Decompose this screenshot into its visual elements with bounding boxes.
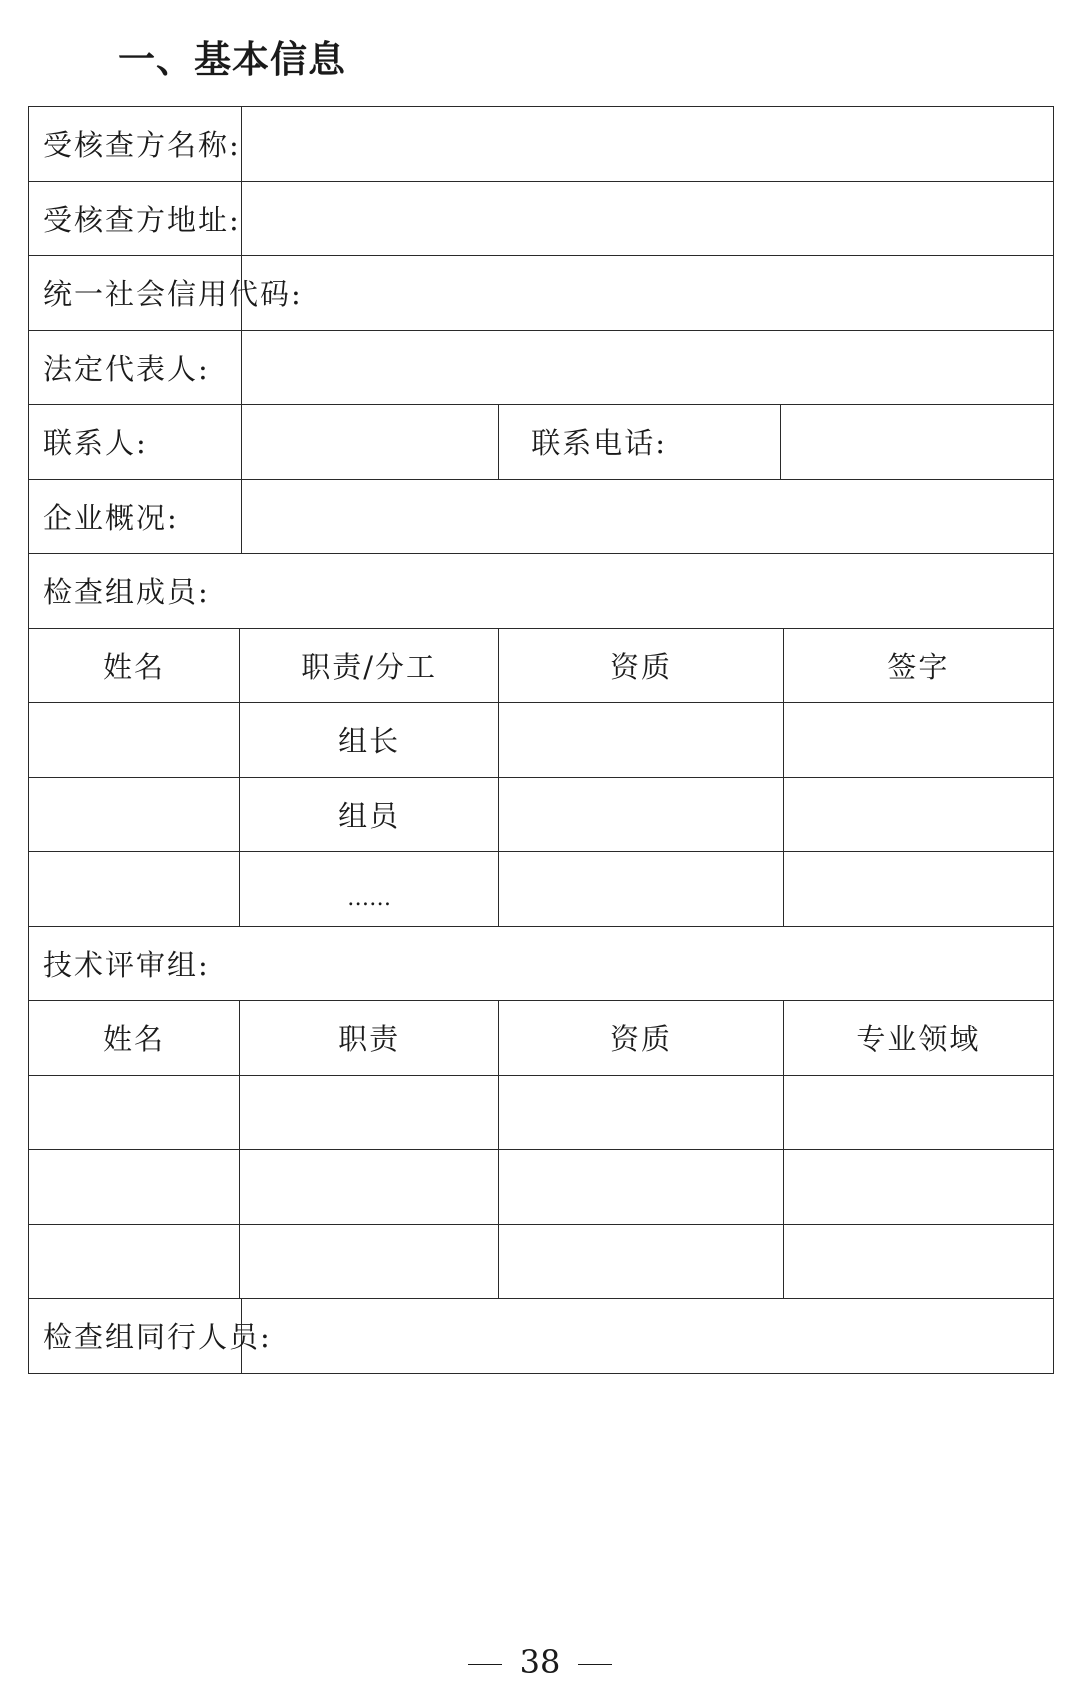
- technical-review-role-field[interactable]: [240, 1150, 499, 1225]
- inspection-team-qualification-field[interactable]: [499, 777, 784, 852]
- section-title: 一、基本信息: [118, 38, 346, 81]
- inspection-team-name-field[interactable]: [29, 852, 240, 927]
- technical-review-header-name: 姓名: [29, 1001, 240, 1076]
- inspection-team-role: 组员: [240, 777, 499, 852]
- row-legal-representative: [29, 330, 1054, 405]
- contact-person-field[interactable]: [242, 405, 499, 480]
- technical-review-header-role: 职责: [240, 1001, 499, 1076]
- technical-review-title: 技术评审组:: [29, 926, 1054, 1001]
- inspection-team-role-cell: [240, 852, 499, 927]
- row-credit-code: [29, 256, 1054, 331]
- technical-review-role-field[interactable]: [240, 1075, 499, 1150]
- company-overview-field[interactable]: [242, 479, 1054, 554]
- technical-review-row: [29, 1224, 1054, 1299]
- page-dash-left: [468, 1664, 502, 1665]
- legal-representative-label: 法定代表人:: [29, 330, 242, 405]
- inspection-team-header-signature: 签字: [783, 628, 1053, 703]
- technical-review-qualification-field[interactable]: [499, 1224, 784, 1299]
- companions-field[interactable]: [242, 1299, 1054, 1374]
- inspection-team-signature-field[interactable]: [783, 703, 1053, 778]
- page-dash-right: [578, 1664, 612, 1665]
- contact-phone-field[interactable]: [781, 405, 1054, 480]
- inspection-team-role: 组长: [240, 703, 499, 778]
- row-inspected-party-address: [29, 181, 1054, 256]
- inspection-team-name-field[interactable]: [29, 777, 240, 852]
- inspection-team-row: [29, 852, 1054, 927]
- technical-review-header-qualification: 资质: [499, 1001, 784, 1076]
- technical-review-title-row: [29, 926, 1054, 1001]
- technical-review-name-field[interactable]: [29, 1075, 240, 1150]
- inspection-team-row: [29, 703, 1054, 778]
- inspection-team-header-qualification: 资质: [499, 628, 784, 703]
- legal-representative-field[interactable]: [242, 330, 1054, 405]
- contact-phone-label: 联系电话:: [499, 405, 781, 480]
- inspection-team-header-row: [29, 628, 1054, 703]
- inspection-team-signature-field[interactable]: [783, 852, 1053, 927]
- technical-review-specialty-field[interactable]: [783, 1075, 1053, 1150]
- inspected-party-address-label: 受核查方地址:: [29, 181, 242, 256]
- row-contact: [29, 405, 1054, 480]
- technical-review-role-field[interactable]: [240, 1224, 499, 1299]
- inspected-party-name-label: 受核查方名称:: [29, 107, 242, 182]
- page-number: 38: [519, 1643, 561, 1681]
- row-inspected-party-name: [29, 107, 1054, 182]
- technical-review-qualification-field[interactable]: [499, 1075, 784, 1150]
- inspected-party-address-field[interactable]: [242, 181, 1054, 256]
- inspection-team-signature-field[interactable]: [783, 777, 1053, 852]
- technical-review-qualification-field[interactable]: [499, 1150, 784, 1225]
- row-company-overview: [29, 479, 1054, 554]
- basic-info-table: [28, 106, 1054, 1374]
- technical-review-specialty-field[interactable]: [783, 1224, 1053, 1299]
- company-overview-label: 企业概况:: [29, 479, 242, 554]
- inspection-team-row: [29, 777, 1054, 852]
- contact-person-label: 联系人:: [29, 405, 242, 480]
- credit-code-label: 统一社会信用代码:: [29, 256, 242, 331]
- technical-review-name-field[interactable]: [29, 1224, 240, 1299]
- inspected-party-name-field[interactable]: [242, 107, 1054, 182]
- technical-review-header-row: [29, 1001, 1054, 1076]
- inspection-team-title-row: [29, 554, 1054, 629]
- technical-review-row: [29, 1150, 1054, 1225]
- companions-label: 检查组同行人员:: [29, 1299, 242, 1374]
- technical-review-row: [29, 1075, 1054, 1150]
- companions-row: [29, 1299, 1054, 1374]
- technical-review-specialty-field[interactable]: [783, 1150, 1053, 1225]
- page-footer: [0, 1640, 1080, 1684]
- inspection-team-qualification-field[interactable]: [499, 703, 784, 778]
- inspection-team-title: 检查组成员:: [29, 554, 1054, 629]
- technical-review-header-field: 专业领域: [783, 1001, 1053, 1076]
- technical-review-name-field[interactable]: [29, 1150, 240, 1225]
- inspection-team-header-role: 职责/分工: [240, 628, 499, 703]
- credit-code-field[interactable]: [242, 256, 1054, 331]
- inspection-team-name-field[interactable]: [29, 703, 240, 778]
- inspection-team-role-ellipsis: ……: [347, 885, 392, 911]
- inspection-team-header-name: 姓名: [29, 628, 240, 703]
- inspection-team-qualification-field[interactable]: [499, 852, 784, 927]
